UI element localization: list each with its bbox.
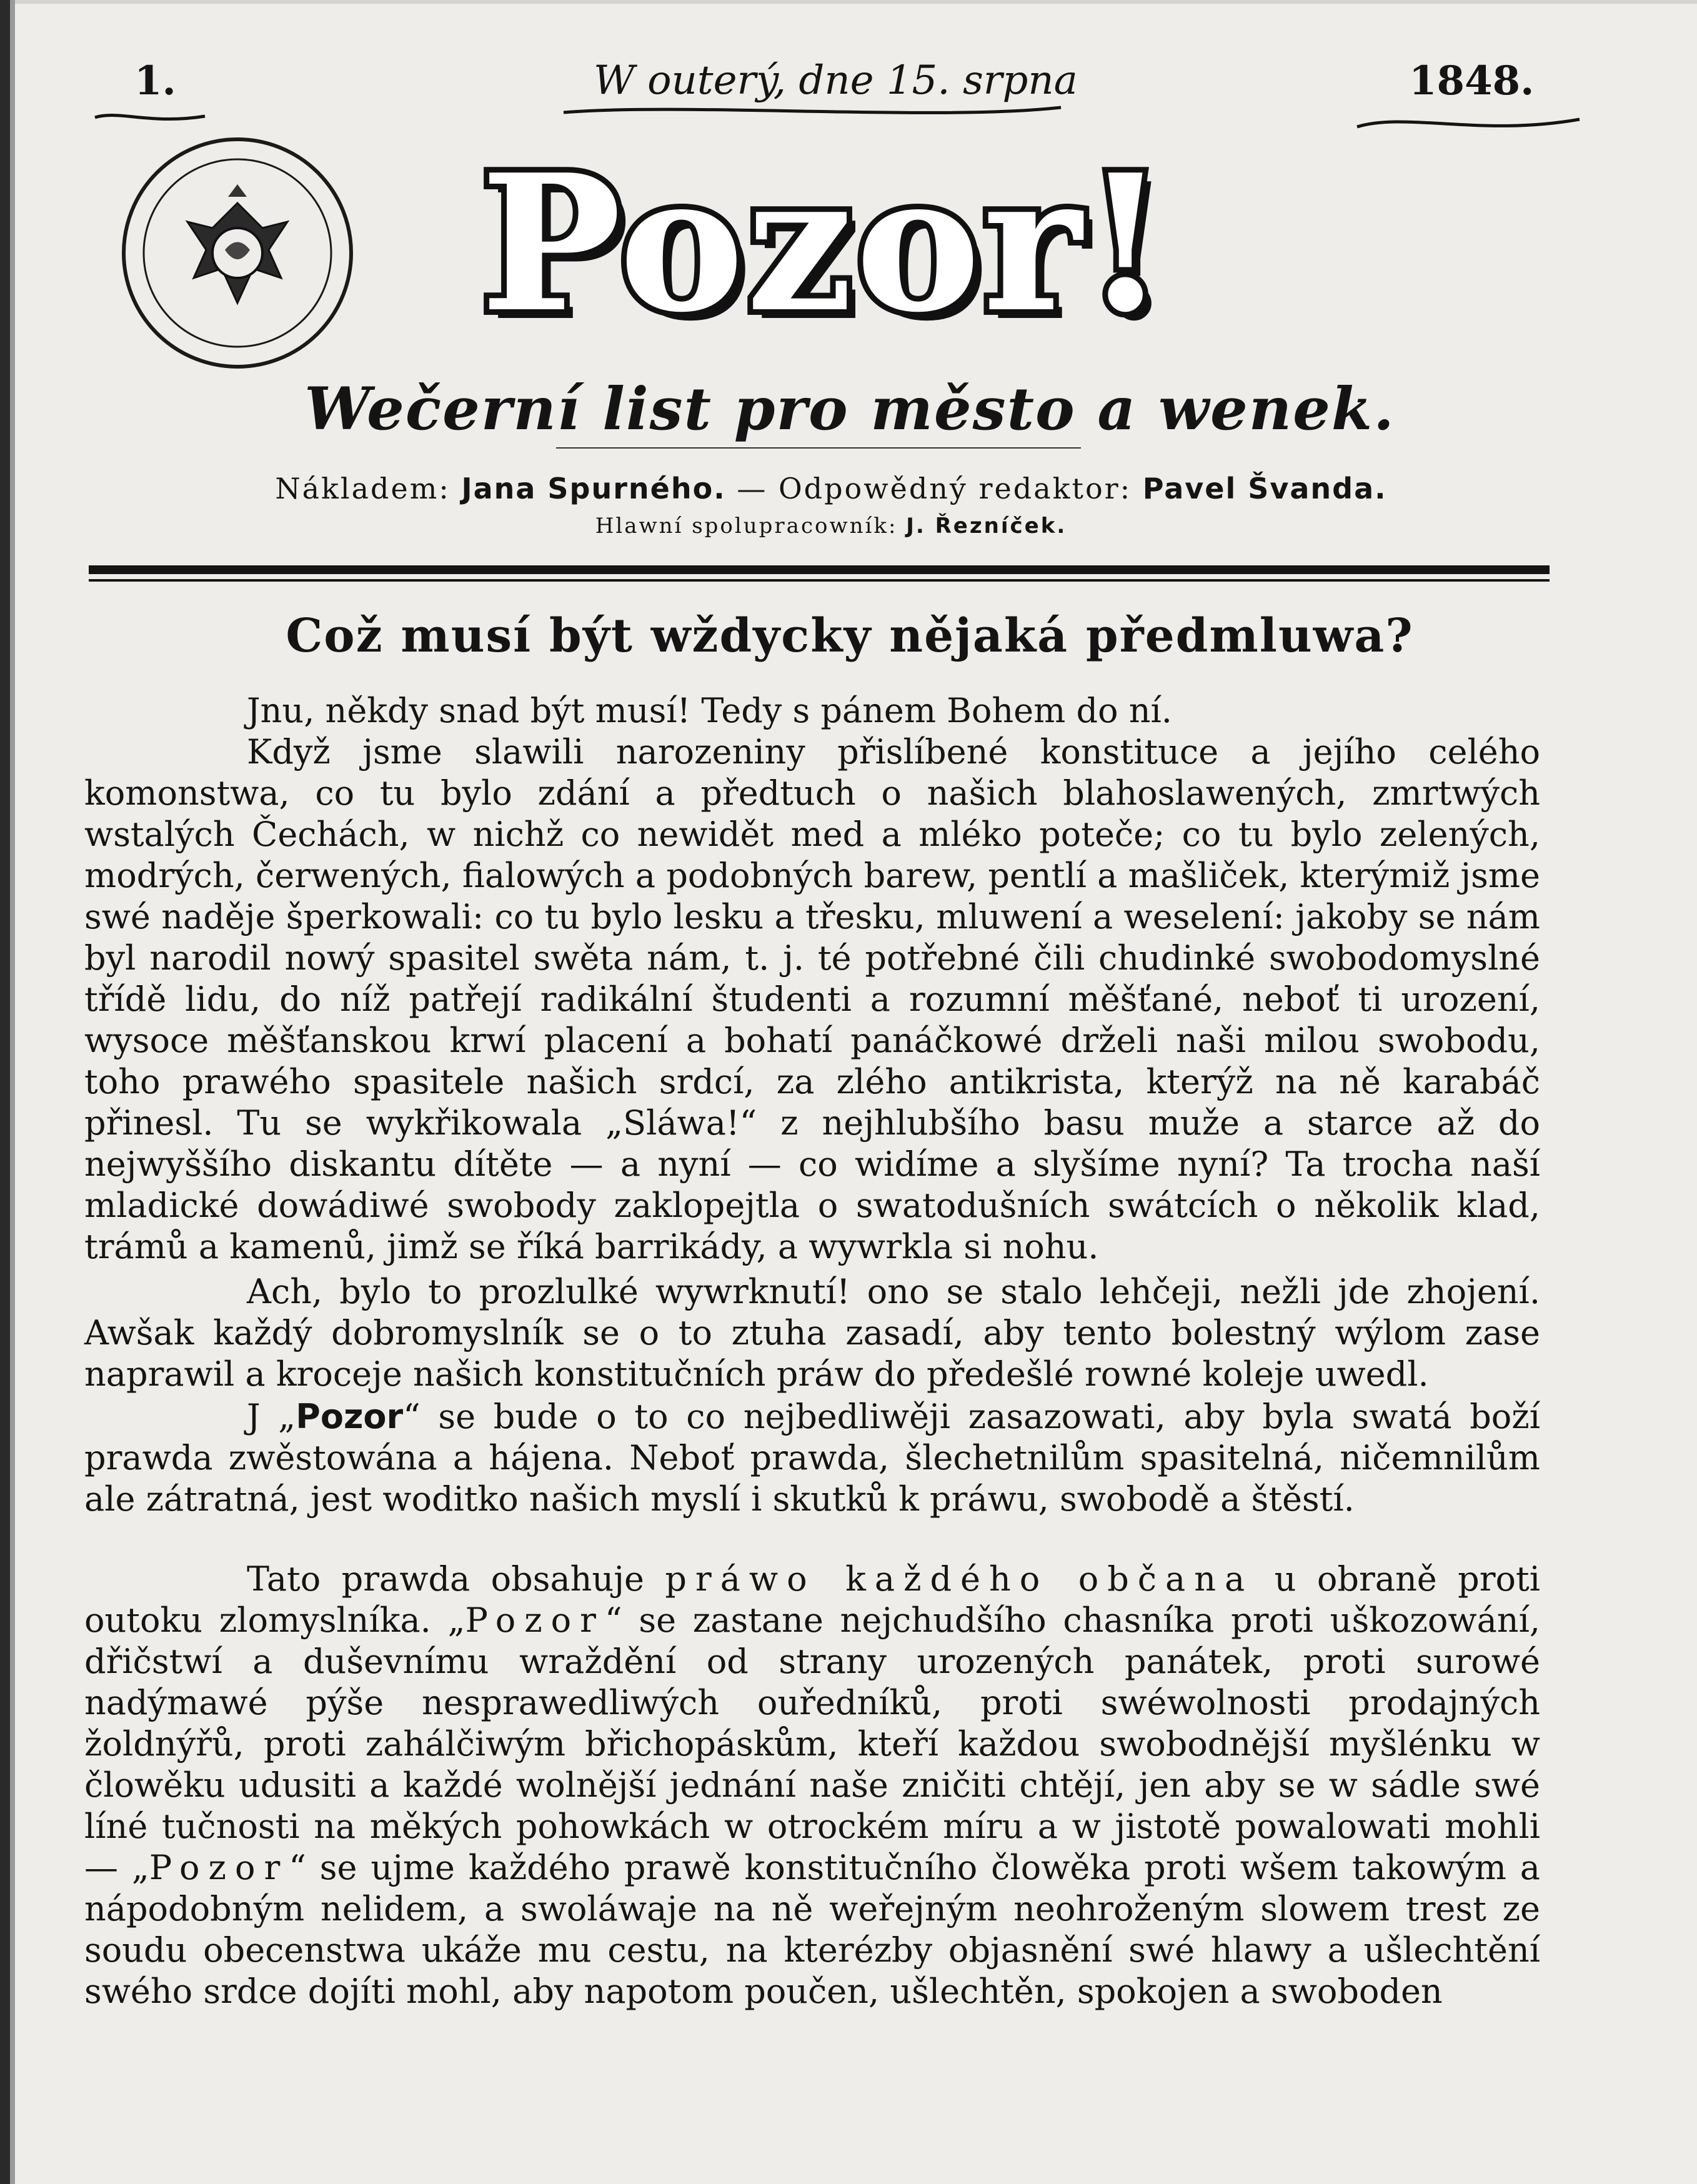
article-body-part2 (84, 1271, 1540, 1395)
p5-text-c: u obraně proti outoku zlomyslníka. „ (84, 1559, 1540, 1640)
header-double-rule-top (89, 565, 1550, 574)
p5-text-a: Tato prawda obsahuje (247, 1559, 665, 1599)
p5-text-e: “ se zastane nejchudšího chasníka proti uškozowání, dřičstwí a duševnímu wraždění od strany urozených panátek, proti surowé nadýmawé pýše nesprawedliwých ouředníků, proti swéwolnosti prodajných žoldnýřů, proti zahálčiwým břichopáskům, kteří každou swobodnější myšlénku w člowěku udusiti a každé wolnější jednání naše zničiti chtějí, jen aby se w sádle swé líné tučnosti na měkých pohowkách w otrockém míru a w jistotě powalowati mohli — „ (84, 1601, 1540, 1887)
publisher-name: Jana Spurného. (461, 472, 726, 505)
paragraph-4 (84, 1396, 1540, 1520)
article-heading: Což musí být wždycky nějaká předmluwa? (286, 609, 1414, 663)
issue-number: 1. (134, 57, 176, 104)
credits-separator: — (737, 472, 768, 505)
paragraph-3: Ach, bylo to prozlulké wywrknutí! ono se stalo lehčeji, nežli jde zhojení. Awšak každý dobromyslník se o to ztuha zasadí, aby tento bolestný wýlom zase naprawil a kroceje našich konstitučních práw do předešlé rowné koleje uwedl. (84, 1272, 1540, 1394)
masthead-rule (556, 447, 1081, 449)
p5-text-g: “ se ujme každého prawě konstitučního člowěka proti wšem takowým a nápodobným nelidem, a swoláwaje na ně weřejným neohroženým slowem trest ze soudu obecenstwa ukáže mu cestu, na kterézby objasnění swé hlawy a ušlechtění swého srdce dojíti mohl, aby napotom poučen, ušlechtěn, spokojen a swoboden (84, 1848, 1540, 2011)
right-flourish-ornament (1356, 109, 1581, 141)
editor-name: Pavel Švanda. (1142, 472, 1387, 505)
contributor-prefix: Hlawní spolupracowník: (595, 514, 898, 539)
p4-text-c: “ se bude o to co nejbedliwěji zasazowati, aby byla swatá boží prawda zwěstowána a hájena. Neboť prawda, šlechetnilům spasitelná, ničemnilům ale zátratná, jest woditko našich myslí i skutků k práwu, swobodě a štěstí. (84, 1397, 1541, 1519)
article-body-part4 (84, 1559, 1540, 2012)
publisher-prefix: Nákladem: (275, 472, 450, 505)
year: 1848. (1409, 57, 1535, 104)
masthead-subtitle: Wečerní list pro město a wenek. (304, 375, 1395, 444)
header-double-rule-bottom (89, 579, 1550, 582)
p4-pozor-name: Pozor (296, 1397, 404, 1436)
masthead-title: Pozor! (480, 133, 1169, 354)
p5-spaced-phrase: práwo každého občana (665, 1559, 1254, 1599)
article-body-part1 (84, 690, 1540, 1268)
paragraph-2: Když jsme slawili narozeniny přislíbené konstituce a jejího celého komonstwa, co tu bylo zdání a předtuch o našich blahoslawených, zmrtwých wstalých Čechách, w nichž co newidět med a mléko poteče; co tu bylo zelených, modrých, čerwených, fialowých a podobných barew, pentlí a mašliček, kterýmiž jsme swé naděje šperkowali: co tu bylo lesku a třesku, mluwení a weselení: jakoby se nám byl narodil nowý spasitel swěta nám, t. j. té potřebné čili chudinké swobodomyslné třídě lidu, do níž patřejí radikální študenti a rozumní měšťané, neboť ti urození, wysoce měšťanskou krwí placení a bohatí panáčkowé drželi naši milou swobodu, toho prawého spasitele našich srdcí, za zlého antikrista, kterýž na ně karabáč přinesl. Tu se wykřikowala „Sláwa!“ z nejhlubšího basu muže a starce až do nejwyššího diskantu dítěte — a nyní — co widíme a slyšíme nyní? Ta trocha naší mladické dowádiwé swobody zaklopejtla o swatodušních swátcích o několik klad, trámů a kamenů, jimž se říká barrikády, a wywrkla si nohu. (84, 732, 1540, 1266)
contributor-line (125, 514, 1537, 539)
page-binding-shadow (10, 0, 15, 2184)
library-stamp (119, 134, 356, 372)
p5-pozor-name-1: Pozor (465, 1601, 605, 1640)
paragraph-1: Jnu, někdy snad být musí! Tedy s pánem Bohem do ní. (247, 691, 1172, 730)
p4-text-a: J „ (247, 1397, 296, 1436)
page-top-edge (15, 0, 1697, 4)
left-flourish-ornament (94, 106, 206, 131)
credits-line (125, 472, 1537, 505)
p5-pozor-name-2: Pozor (149, 1848, 289, 1887)
editor-prefix: Odpowědný redaktor: (778, 472, 1132, 505)
article-body-part3 (84, 1396, 1540, 1520)
dateline: W outerý, dne 15. srpna (594, 57, 1078, 104)
contributor-name: J. Řezníček. (906, 514, 1067, 539)
paragraph-5 (84, 1559, 1540, 2012)
center-flourish-ornament (562, 100, 1062, 122)
page-binding-edge (0, 0, 10, 2184)
